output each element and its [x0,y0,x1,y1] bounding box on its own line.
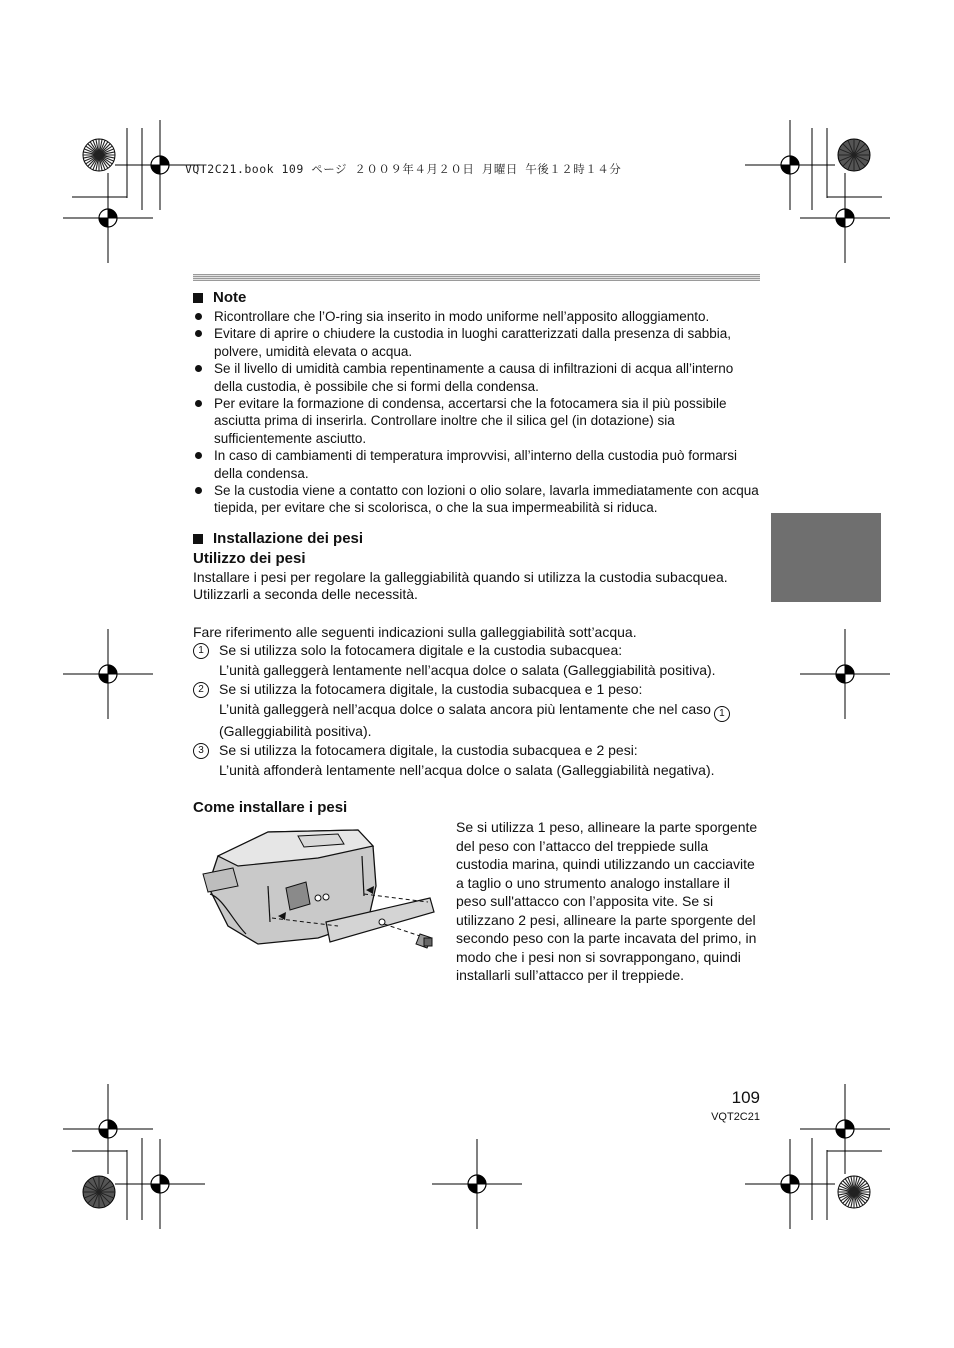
section-rule [193,274,760,281]
chapter-side-tab [771,513,881,602]
weights-title: Installazione dei pesi [213,529,364,547]
page-number: 109 [731,1088,760,1107]
howto-title: Come installare i pesi [193,799,348,817]
usage-title: Utilizzo dei pesi [193,549,306,567]
reference-text: Fare riferimento alle seguenti indicazioni sulla galleggiabilità sott’acqua. [193,623,637,640]
circled-number: 2 [193,682,209,698]
case-condition: Se si utilizza la fotocamera digitale, la custodia subacquea e 2 pesi: [219,742,638,759]
case-item [193,741,760,780]
note-list [193,308,760,517]
case-result: L’unità galleggerà lentamente nell’acqua dolce o salata (Galleggiabilità positiva). [219,661,716,678]
case-condition: Se si utilizza la fotocamera digitale, la custodia subacquea e 1 peso: [219,681,643,698]
usage-text: Installare i pesi per regolare la galleggiabilità quando si utilizza la custodia subacquea. Utilizzarli a seconda delle necessità. [193,568,728,603]
list-item: Se il livello di umidità cambia repentinamente a causa di infiltrazioni di acqua all’interno della custodia, è possibile che si formi della condensa. [193,360,760,395]
circled-reference: 1 [714,706,730,722]
list-item: Se la custodia viene a contatto con lozioni o olio solare, lavarla immediatamente con acqua tiepida, per evitare che si scolorisca, o che la sua impermeabilità si riduca. [193,482,760,517]
case-result: L’unità affonderà lentamente nell’acqua dolce o salata (Galleggiabilità negativa). [219,761,715,778]
weights-heading [193,529,760,549]
list-item: Evitare di aprire o chiudere la custodia in luoghi caratterizzati dalla presenza di sabbia, polvere, umidità elevata o acqua. [193,325,760,360]
case-item [193,680,760,741]
case-result-text: L’unità galleggerà nell’acqua dolce o salata ancora più lentamente che nel caso [219,700,711,717]
main-content [193,288,760,818]
model-code: VQT2C21 [711,1111,760,1123]
circled-number: 1 [193,643,209,659]
print-header: VQT2C21.book 109 ページ ２００９年４月２０日 月曜日 午後１２時１４分 [185,162,622,176]
note-title: Note [213,289,247,306]
circled-number: 3 [193,743,209,759]
square-bullet-icon [193,534,203,544]
case-item [193,641,760,680]
howto-text: Se si utilizza 1 peso, allineare la parte sporgente del peso con l’attacco del treppiede sulla custodia marina, quindi utilizzando un cacciavite a taglio o uno strumento analogo installare il peso sull'attacco con l’apposita vite. Se si utilizzano 2 pesi, allineare la parte sporgente del secondo peso con la parte incavata del primo, in modo che i pesi non si sovrappongano, quindi installarli sull’attacco per il treppiede. [456,819,758,983]
weight-installation-illustration [198,826,442,958]
list-item: Per evitare la formazione di condensa, accertarsi che la fotocamera sia il più possibile asciutta prima di inserirla. Controllare inoltre che il silica gel (in dotazione) sia sufficientemente asciutto. [193,395,760,447]
square-bullet-icon [193,293,203,303]
list-item: Ricontrollare che l’O-ring sia inserito in modo uniforme nell’apposito alloggiamento. [193,308,760,325]
list-item: In caso di cambiamenti di temperatura improvvisi, all’interno della custodia può formarsi della condensa. [193,447,760,482]
buoyancy-cases [193,641,760,780]
note-heading [193,288,760,308]
case-result [219,700,760,722]
case-condition: Se si utilizza solo la fotocamera digitale e la custodia subacquea: [219,642,623,659]
case-result-note: (Galleggiabilità positiva). [219,722,372,739]
